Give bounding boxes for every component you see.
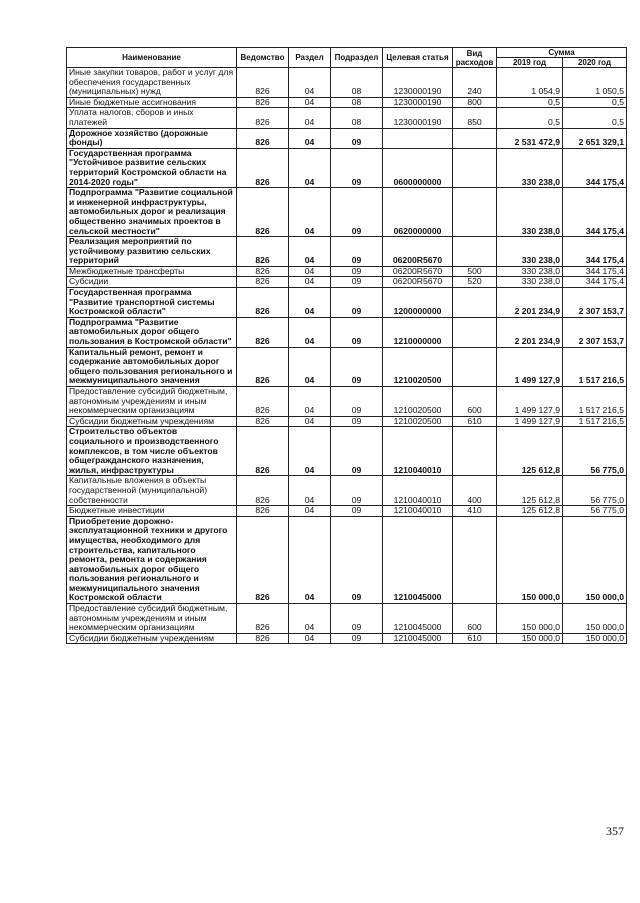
row-name: Капитальный ремонт, ремонт и содержание автомобильных дорог общего пользования регионального и межмуниципального значения	[67, 347, 237, 386]
row-sum-2020: 1 517 216,5	[563, 416, 627, 427]
row-sum-2019: 2 201 234,9	[497, 317, 563, 347]
table-row	[67, 97, 627, 108]
table-row	[67, 317, 627, 347]
row-sum-2019: 125 612,8	[497, 427, 563, 476]
row-target-article: 1210045000	[383, 516, 453, 603]
row-sum-2020: 56 775,0	[563, 476, 627, 506]
row-sum-2019: 1 499 127,9	[497, 416, 563, 427]
row-expense-type: 610	[453, 633, 497, 644]
row-podrazdel: 09	[331, 633, 383, 644]
row-name: Подпрограмма "Развитие социальной и инженерной инфраструктуры, автомобильных дорог и реализация общественно значимых проектов в сельской местности"	[67, 188, 237, 237]
row-expense-type: 240	[453, 68, 497, 98]
table-row	[67, 633, 627, 644]
table-row	[67, 476, 627, 506]
row-expense-type	[453, 188, 497, 237]
row-vedomstvo: 826	[237, 277, 289, 288]
row-podrazdel: 09	[331, 288, 383, 318]
row-razdel: 04	[289, 604, 331, 634]
row-name: Государственная программа "Развитие транспортной системы Костромской области"	[67, 288, 237, 318]
row-razdel: 04	[289, 476, 331, 506]
row-name: Предоставление субсидий бюджетным, автономным учреждениям и иным некоммерческим организациям	[67, 604, 237, 634]
row-sum-2019: 1 054,9	[497, 68, 563, 98]
row-vedomstvo: 826	[237, 387, 289, 417]
row-target-article: 1210045000	[383, 604, 453, 634]
row-razdel: 04	[289, 387, 331, 417]
row-expense-type: 800	[453, 97, 497, 108]
row-target-article: 06200R5670	[383, 266, 453, 277]
row-podrazdel: 09	[331, 347, 383, 386]
row-vedomstvo: 826	[237, 416, 289, 427]
row-podrazdel: 09	[331, 128, 383, 148]
row-sum-2019: 0,5	[497, 108, 563, 128]
row-sum-2020: 344 175,4	[563, 188, 627, 237]
row-podrazdel: 09	[331, 427, 383, 476]
row-razdel: 04	[289, 97, 331, 108]
row-razdel: 04	[289, 128, 331, 148]
row-sum-2020: 1 050,5	[563, 68, 627, 98]
row-vedomstvo: 826	[237, 128, 289, 148]
row-vedomstvo: 826	[237, 516, 289, 603]
row-razdel: 04	[289, 427, 331, 476]
row-sum-2019: 2 201 234,9	[497, 288, 563, 318]
row-name: Субсидии	[67, 277, 237, 288]
row-sum-2020: 344 175,4	[563, 266, 627, 277]
table-row	[67, 148, 627, 187]
row-sum-2019: 1 499 127,9	[497, 347, 563, 386]
row-target-article: 1210020500	[383, 347, 453, 386]
table-row	[67, 347, 627, 386]
row-razdel: 04	[289, 237, 331, 267]
row-vedomstvo: 826	[237, 506, 289, 517]
header-vedomstvo: Ведомство	[237, 48, 289, 68]
header-sum: Сумма	[497, 48, 627, 58]
row-expense-type	[453, 516, 497, 603]
budget-table	[66, 47, 627, 644]
row-podrazdel: 09	[331, 266, 383, 277]
row-sum-2020: 150 000,0	[563, 633, 627, 644]
row-sum-2019: 1 499 127,9	[497, 387, 563, 417]
row-target-article: 1210040010	[383, 506, 453, 517]
row-sum-2020: 0,5	[563, 108, 627, 128]
row-vedomstvo: 826	[237, 347, 289, 386]
header-year-2020: 2020 год	[563, 58, 627, 68]
row-razdel: 04	[289, 68, 331, 98]
row-sum-2020: 56 775,0	[563, 427, 627, 476]
row-expense-type	[453, 148, 497, 187]
page-number: 357	[606, 824, 624, 838]
table-row	[67, 188, 627, 237]
row-target-article: 1210020500	[383, 416, 453, 427]
row-podrazdel: 08	[331, 97, 383, 108]
row-vedomstvo: 826	[237, 427, 289, 476]
row-sum-2020: 344 175,4	[563, 277, 627, 288]
row-name: Реализация мероприятий по устойчивому развитию сельских территорий	[67, 237, 237, 267]
row-name: Приобретение дорожно-эксплуатационной техники и другого имущества, необходимого для строительства, капитального ремонта, ремонта и содержания автомобильных дорог общего пользования регионального и межмуниципального значения Костромской области	[67, 516, 237, 603]
table-row	[67, 128, 627, 148]
row-target-article: 1210045000	[383, 633, 453, 644]
row-expense-type	[453, 317, 497, 347]
row-razdel: 04	[289, 317, 331, 347]
row-name: Предоставление субсидий бюджетным, автономным учреждениям и иным некоммерческим организациям	[67, 387, 237, 417]
row-target-article: 1210000000	[383, 317, 453, 347]
row-vedomstvo: 826	[237, 266, 289, 277]
table-body	[67, 68, 627, 644]
table-row	[67, 387, 627, 417]
row-sum-2019: 150 000,0	[497, 516, 563, 603]
row-sum-2020: 2 307 153,7	[563, 317, 627, 347]
row-sum-2019: 150 000,0	[497, 633, 563, 644]
row-razdel: 04	[289, 633, 331, 644]
row-sum-2019: 330 238,0	[497, 237, 563, 267]
row-vedomstvo: 826	[237, 97, 289, 108]
row-podrazdel: 09	[331, 506, 383, 517]
table-row	[67, 108, 627, 128]
row-podrazdel: 09	[331, 416, 383, 427]
row-sum-2020: 150 000,0	[563, 604, 627, 634]
row-podrazdel: 09	[331, 148, 383, 187]
table-row	[67, 416, 627, 427]
row-name: Дорожное хозяйство (дорожные фонды)	[67, 128, 237, 148]
row-podrazdel: 09	[331, 317, 383, 347]
row-target-article: 0600000000	[383, 148, 453, 187]
row-sum-2020: 2 307 153,7	[563, 288, 627, 318]
row-target-article: 1230000190	[383, 68, 453, 98]
row-sum-2020: 0,5	[563, 97, 627, 108]
row-sum-2020: 1 517 216,5	[563, 347, 627, 386]
row-expense-type	[453, 128, 497, 148]
row-podrazdel: 09	[331, 516, 383, 603]
row-expense-type: 600	[453, 604, 497, 634]
row-sum-2019: 150 000,0	[497, 604, 563, 634]
table-row	[67, 266, 627, 277]
row-podrazdel: 09	[331, 604, 383, 634]
row-vedomstvo: 826	[237, 237, 289, 267]
row-name: Субсидии бюджетным учреждениям	[67, 633, 237, 644]
row-vedomstvo: 826	[237, 633, 289, 644]
row-podrazdel: 09	[331, 387, 383, 417]
row-name: Государственная программа "Устойчивое развитие сельских территорий Костромской области на 2014-2020 годы"	[67, 148, 237, 187]
table-row	[67, 516, 627, 603]
row-expense-type	[453, 237, 497, 267]
row-vedomstvo: 826	[237, 317, 289, 347]
row-razdel: 04	[289, 416, 331, 427]
table-row	[67, 68, 627, 98]
row-podrazdel: 09	[331, 277, 383, 288]
row-sum-2020: 344 175,4	[563, 237, 627, 267]
row-name: Иные закупки товаров, работ и услуг для обеспечения государственных (муниципальных) нужд	[67, 68, 237, 98]
row-name: Межбюджетные трансферты	[67, 266, 237, 277]
row-razdel: 04	[289, 188, 331, 237]
table-row	[67, 237, 627, 267]
row-sum-2020: 150 000,0	[563, 516, 627, 603]
row-target-article: 1210040010	[383, 427, 453, 476]
row-sum-2019: 2 531 472,9	[497, 128, 563, 148]
row-vedomstvo: 826	[237, 68, 289, 98]
row-name: Уплата налогов, сборов и иных платежей	[67, 108, 237, 128]
row-expense-type: 500	[453, 266, 497, 277]
row-sum-2019: 330 238,0	[497, 148, 563, 187]
row-expense-type: 850	[453, 108, 497, 128]
row-razdel: 04	[289, 347, 331, 386]
header-year-2019: 2019 год	[497, 58, 563, 68]
header-name: Наименование	[67, 48, 237, 68]
row-sum-2020: 56 775,0	[563, 506, 627, 517]
row-expense-type: 600	[453, 387, 497, 417]
row-expense-type: 520	[453, 277, 497, 288]
table-row	[67, 604, 627, 634]
row-name: Иные бюджетные ассигнования	[67, 97, 237, 108]
row-target-article	[383, 128, 453, 148]
table-row	[67, 506, 627, 517]
header-target-article: Целевая статья	[383, 48, 453, 68]
row-sum-2019: 125 612,8	[497, 506, 563, 517]
row-razdel: 04	[289, 288, 331, 318]
row-sum-2019: 330 238,0	[497, 266, 563, 277]
row-razdel: 04	[289, 148, 331, 187]
header-expense-type: Вид расходов	[453, 48, 497, 68]
row-razdel: 04	[289, 108, 331, 128]
row-sum-2020: 1 517 216,5	[563, 387, 627, 417]
row-razdel: 04	[289, 516, 331, 603]
row-expense-type	[453, 427, 497, 476]
row-sum-2019: 0,5	[497, 97, 563, 108]
row-sum-2019: 330 238,0	[497, 277, 563, 288]
row-podrazdel: 09	[331, 237, 383, 267]
row-razdel: 04	[289, 266, 331, 277]
row-name: Субсидии бюджетным учреждениям	[67, 416, 237, 427]
row-name: Подпрограмма "Развитие автомобильных дорог общего пользования в Костромской области"	[67, 317, 237, 347]
row-vedomstvo: 826	[237, 476, 289, 506]
row-name: Бюджетные инвестиции	[67, 506, 237, 517]
row-vedomstvo: 826	[237, 288, 289, 318]
row-target-article: 06200R5670	[383, 277, 453, 288]
row-vedomstvo: 826	[237, 108, 289, 128]
header-razdel: Раздел	[289, 48, 331, 68]
row-vedomstvo: 826	[237, 188, 289, 237]
row-expense-type: 400	[453, 476, 497, 506]
row-target-article: 06200R5670	[383, 237, 453, 267]
row-sum-2019: 125 612,8	[497, 476, 563, 506]
row-podrazdel: 09	[331, 188, 383, 237]
table-row	[67, 277, 627, 288]
row-expense-type: 410	[453, 506, 497, 517]
row-target-article: 1210040010	[383, 476, 453, 506]
row-podrazdel: 08	[331, 108, 383, 128]
row-target-article: 1210020500	[383, 387, 453, 417]
table-row	[67, 427, 627, 476]
row-sum-2020: 2 651 329,1	[563, 128, 627, 148]
row-sum-2019: 330 238,0	[497, 188, 563, 237]
header-podrazdel: Подраздел	[331, 48, 383, 68]
row-expense-type	[453, 288, 497, 318]
row-name: Капитальные вложения в объекты государственной (муниципальной) собственности	[67, 476, 237, 506]
row-vedomstvo: 826	[237, 604, 289, 634]
row-target-article: 1230000190	[383, 108, 453, 128]
row-target-article: 1200000000	[383, 288, 453, 318]
row-razdel: 04	[289, 277, 331, 288]
row-podrazdel: 08	[331, 68, 383, 98]
row-expense-type: 610	[453, 416, 497, 427]
row-vedomstvo: 826	[237, 148, 289, 187]
row-target-article: 0620000000	[383, 188, 453, 237]
row-sum-2020: 344 175,4	[563, 148, 627, 187]
row-target-article: 1230000190	[383, 97, 453, 108]
row-razdel: 04	[289, 506, 331, 517]
row-name: Строительство объектов социального и производственного комплексов, в том числе объектов общегражданского назначения, жилья, инфраструктуры	[67, 427, 237, 476]
table-row	[67, 288, 627, 318]
row-expense-type	[453, 347, 497, 386]
row-podrazdel: 09	[331, 476, 383, 506]
